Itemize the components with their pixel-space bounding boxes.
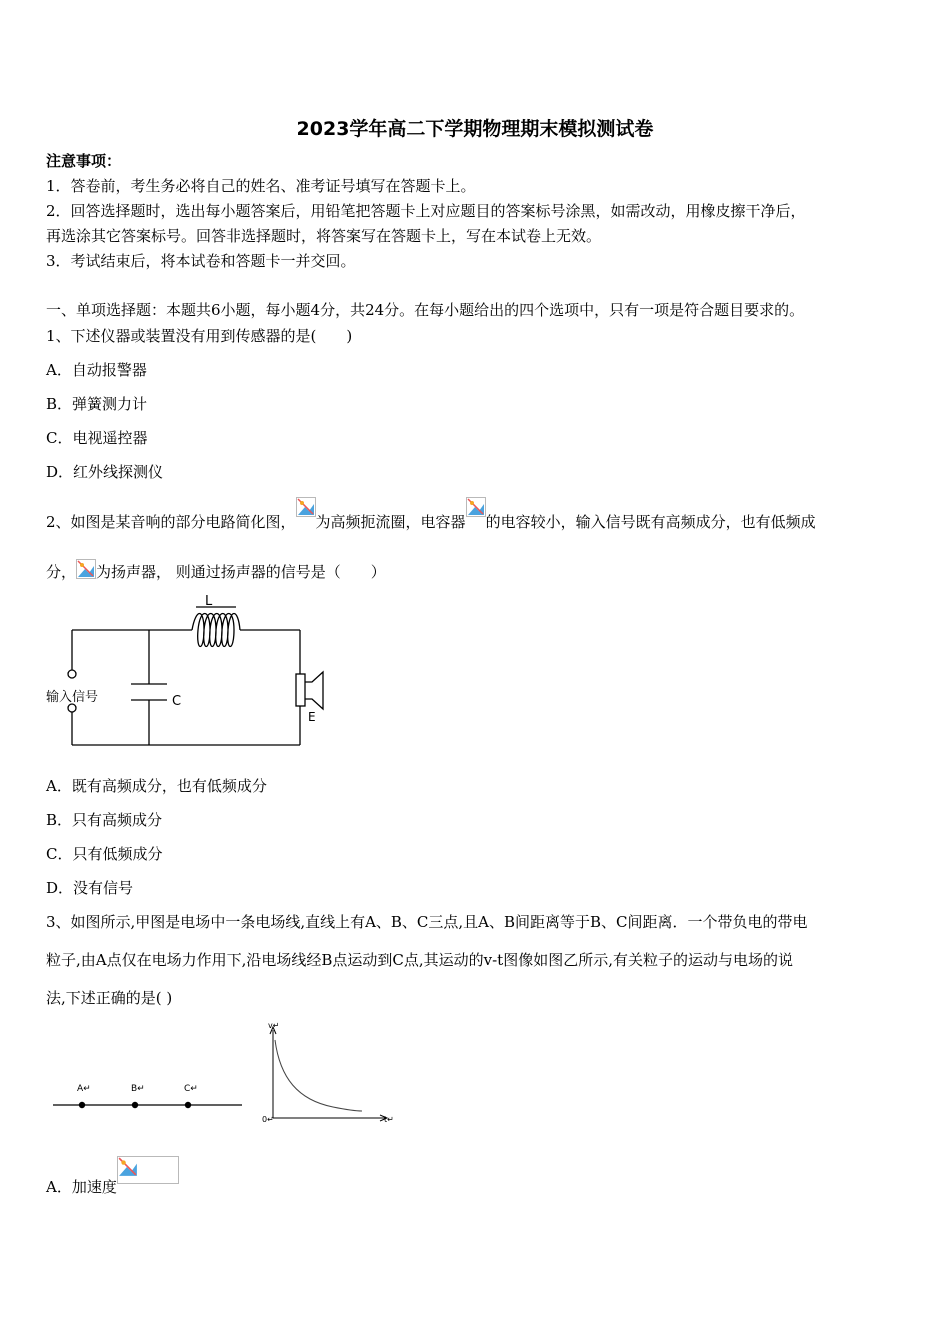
v-axis-label: v↵ [268, 1021, 280, 1030]
field-line-figure [50, 1075, 250, 1120]
point-b-label: B↵ [131, 1084, 145, 1094]
broken-image-icon [76, 559, 96, 579]
notes-item-2-cont: 再选涂其它答案标号。回答非选择题时，将答案写在答题卡上，写在本试卷上无效。 [46, 227, 602, 245]
capacitor-label: C [172, 694, 182, 709]
t-axis-label: t↵ [384, 1115, 394, 1124]
q1-option-d: D．红外线探测仪 [46, 463, 164, 481]
point-c [185, 1102, 191, 1108]
notes-heading: 注意事项： [46, 152, 122, 170]
q2-text-b: 为高频扼流圈，电容器 [315, 513, 466, 531]
q2-text-a: 2、如图是某音响的部分电路简化图， [46, 513, 296, 531]
q2-line2 [46, 559, 386, 582]
point-a [79, 1102, 85, 1108]
q3-line1: 3、如图所示,甲图是电场中一条电场线,直线上有A、B、C三点,且A、B间距离等于B、C间距离．一个带负电的带电 [46, 913, 808, 931]
notes-item-3: 3．考试结束后，将本试卷和答题卡一并交回。 [46, 252, 356, 270]
q1-option-c: C．电视遥控器 [46, 429, 148, 447]
inductor-label: L [205, 594, 213, 609]
point-b [132, 1102, 138, 1108]
q2-option-d: D．没有信号 [46, 879, 134, 897]
origin-label: 0↵ [262, 1115, 274, 1124]
point-c-label: C↵ [184, 1084, 198, 1094]
q2-text-c: 的电容较小，输入信号既有高频成分，也有低频成 [485, 513, 816, 531]
q2-option-a: A．既有高频成分，也有低频成分 [46, 777, 267, 795]
broken-image-icon [466, 497, 486, 517]
page-title: 2023学年高二下学期物理期末模拟测试卷 [296, 118, 654, 140]
q1-option-a: A．自动报警器 [46, 361, 147, 379]
q3-line2: 粒子,由A点仅在电场力作用下,沿电场线经B点运动到C点,其运动的v-t图像如图乙所示,有关粒子的运动与电场的说 [46, 951, 793, 969]
vt-graph [258, 1018, 398, 1130]
q1-stem: 1、下述仪器或装置没有用到传感器的是( ) [46, 327, 353, 345]
broken-image-icon [117, 1156, 179, 1184]
q1-option-b: B．弹簧测力计 [46, 395, 148, 413]
notes-item-1: 1．答卷前，考生务必将自己的姓名、准考证号填写在答题卡上。 [46, 177, 476, 195]
input-signal-label: 输入信号 [46, 690, 99, 705]
q2-option-b: B．只有高频成分 [46, 811, 163, 829]
q2-line1 [46, 509, 816, 532]
q2-text-d: 分， [46, 563, 77, 581]
speaker-label: E [308, 710, 316, 724]
q3-option-a [46, 1168, 179, 1197]
q3-option-a-text: A．加速度 [46, 1178, 117, 1196]
q3-line3: 法,下述正确的是( ) [46, 989, 173, 1007]
section-heading: 一、单项选择题：本题共6小题，每小题4分，共24分。在每小题给出的四个选项中，只有一项是符合题目要求的。 [46, 301, 805, 319]
q2-text-e: 为扬声器， 则通过扬声器的信号是（ ） [96, 563, 386, 581]
notes-item-2: 2．回答选择题时，选出每小题答案后，用铅笔把答题卡上对应题目的答案标号涂黑，如需改动，用橡皮擦干净后， [46, 202, 806, 220]
q2-option-c: C．只有低频成分 [46, 845, 163, 863]
circuit-diagram [40, 588, 340, 753]
point-a-label: A↵ [77, 1084, 91, 1094]
broken-image-icon [296, 497, 316, 517]
